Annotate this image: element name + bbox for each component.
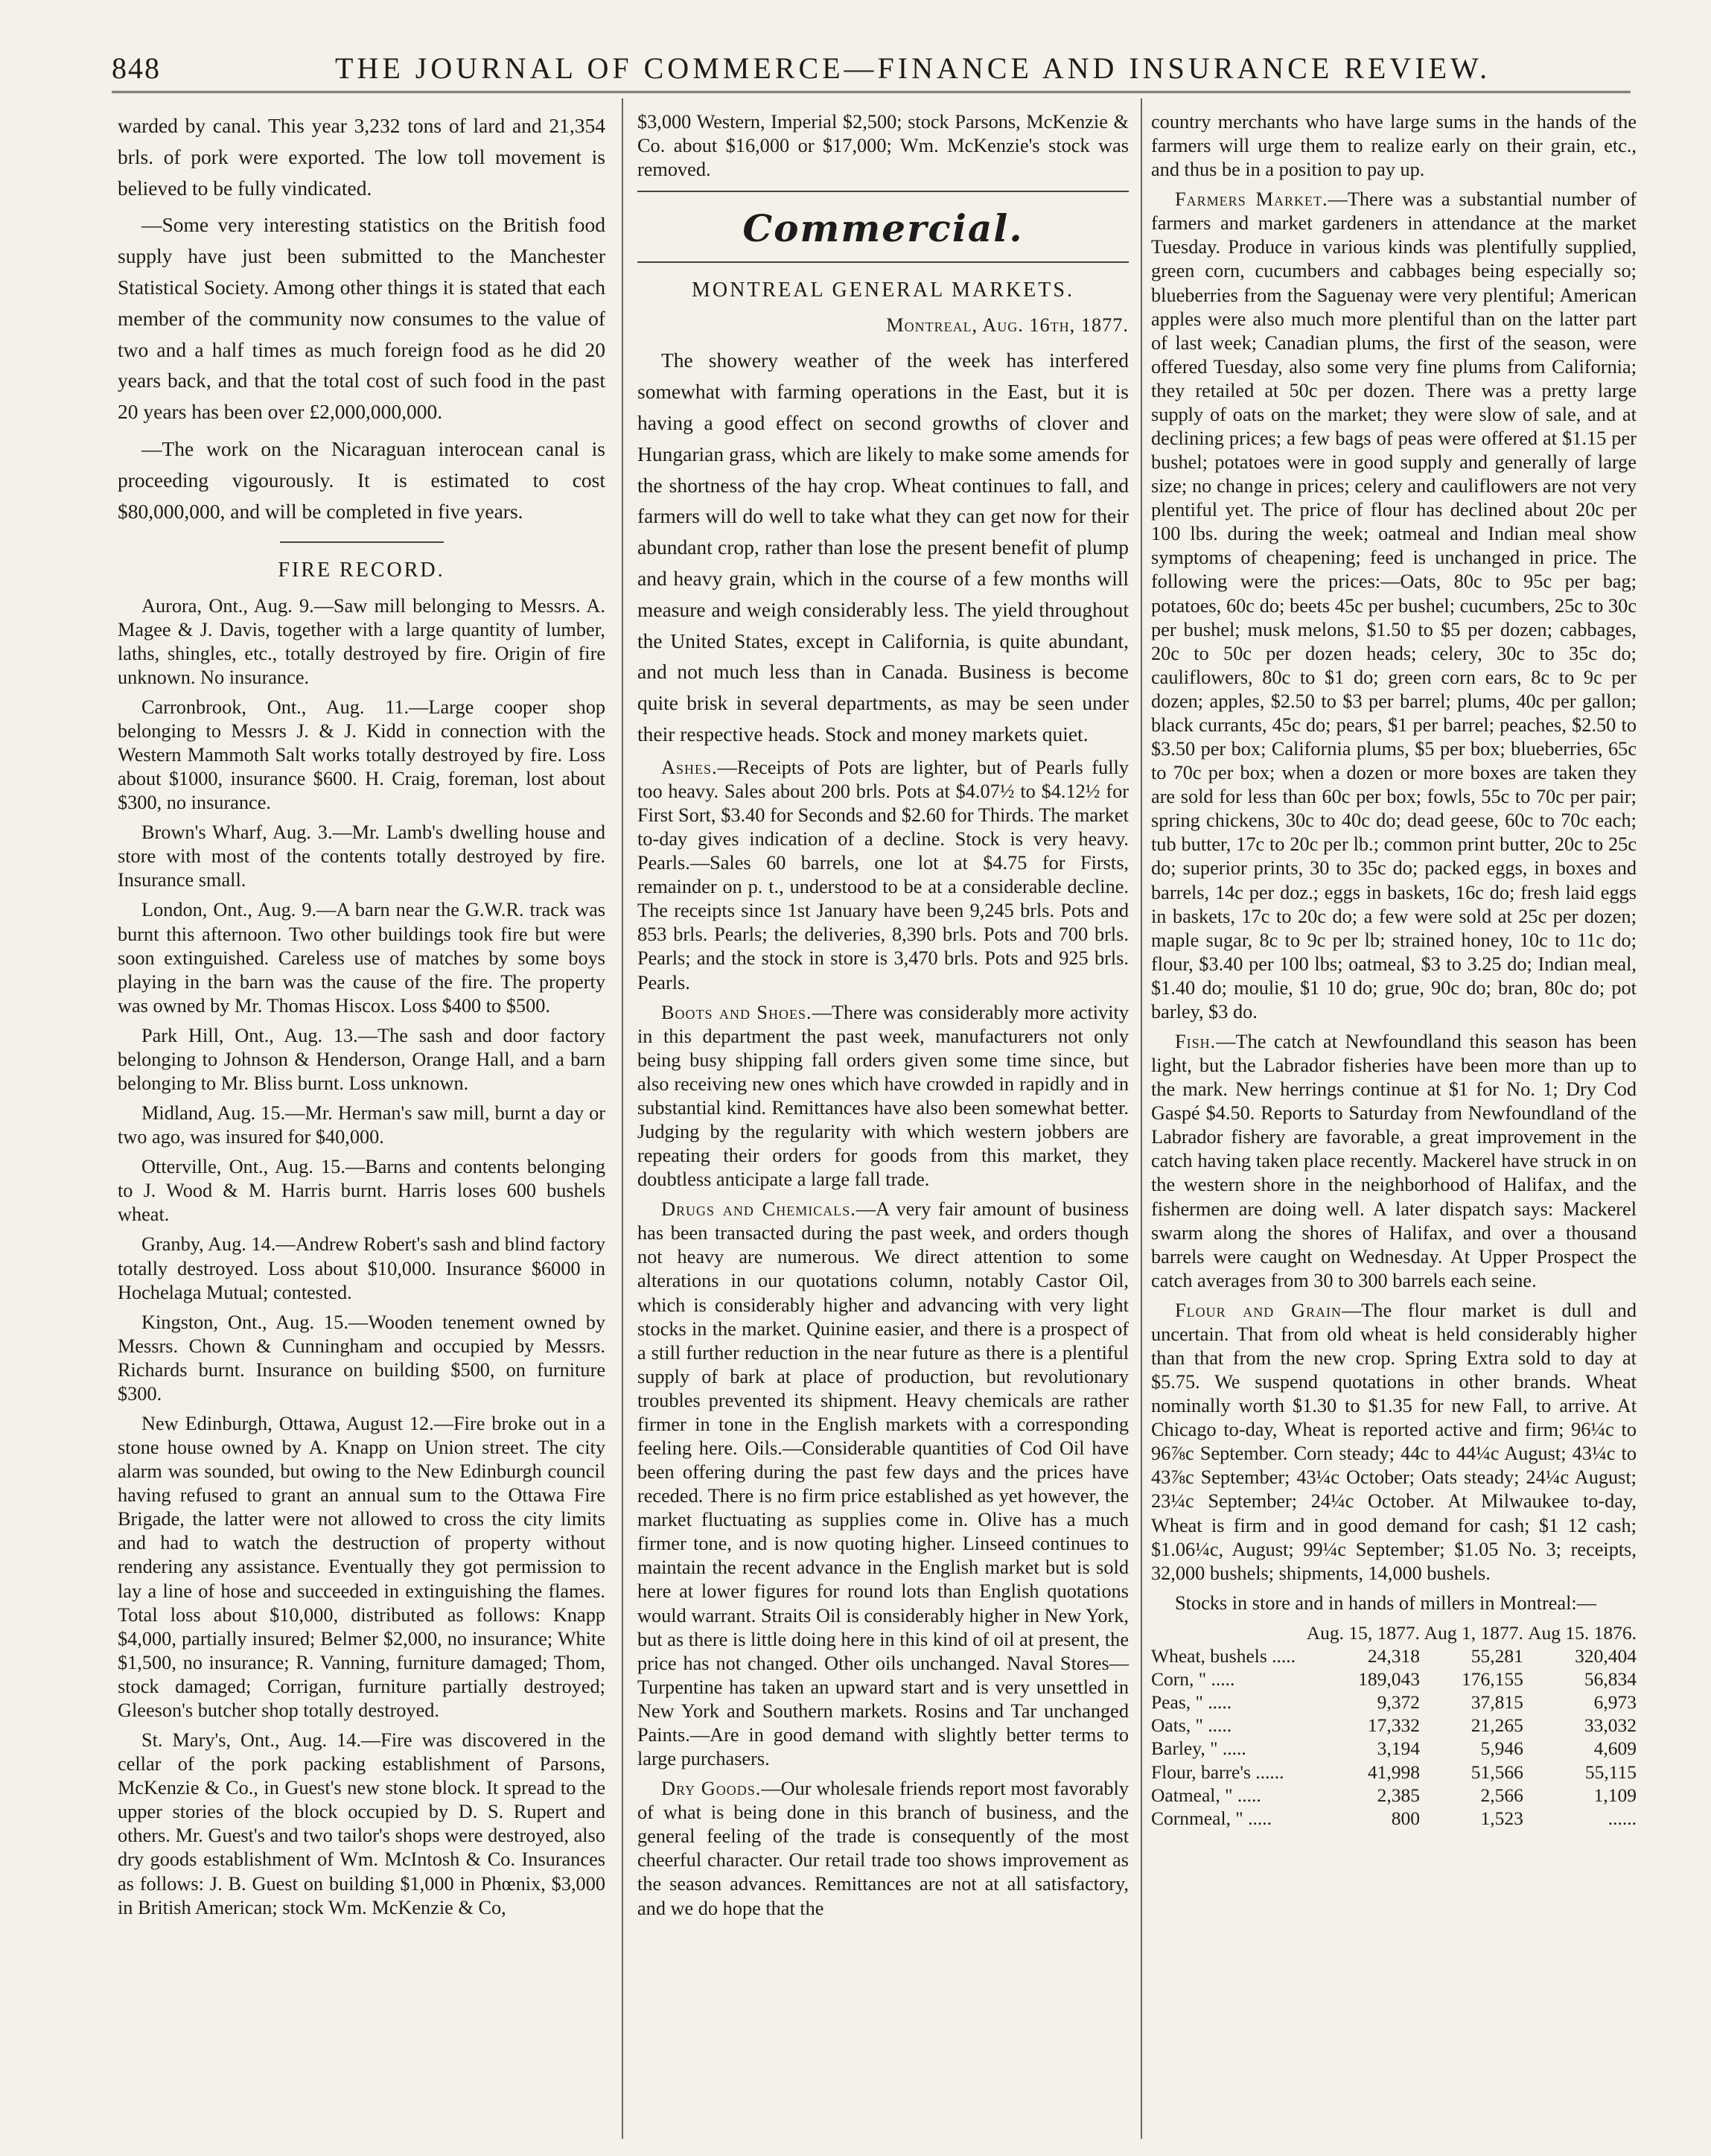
markets-heading: MONTREAL GENERAL MARKETS. <box>692 279 1074 302</box>
stocks-header-cell: Aug 1, 1877. <box>1424 1621 1523 1644</box>
boots-lead: Boots and Shoes. <box>661 1001 812 1023</box>
table-row <box>1151 1714 1637 1737</box>
stock-value: 176,155 <box>1461 1668 1523 1691</box>
fire-continuation: $3,000 Western, Imperial $2,500; stock Parsons, McKenzie & Co. about $16,000 or $17,000; Wm. McKenzie's stock was removed. <box>637 111 1129 181</box>
stock-value: 55,281 <box>1471 1644 1523 1667</box>
stock-value: 5,946 <box>1480 1737 1523 1760</box>
stock-value: 17,332 <box>1367 1714 1421 1737</box>
drugs-report <box>637 1198 1129 1771</box>
stock-value: 56,834 <box>1584 1668 1637 1691</box>
fire-item: Brown's Wharf, Aug. 3.—Mr. Lamb's dwelling house and store with most of the contents totally destroyed by fire. Insurance small. <box>118 821 605 891</box>
dry-goods-continuation: country merchants who have large sums in the hands of the farmers will urge them to realize early on their grain, etc., and thus be in a position to pay up. <box>1151 111 1637 181</box>
nicaragua-canal-paragraph: —The work on the Nicaraguan interocean canal is proceeding vigourously. It is estimated to cost $80,000,000, and will be completed in five years. <box>118 436 605 523</box>
lard-exports-paragraph: warded by canal. This year 3,232 tons of lard and 21,354 brls. of pork were exported. The low toll movement is believed to be fully vindicated. <box>118 114 605 200</box>
column-one <box>118 110 605 1926</box>
food-supply-paragraph: —Some very interesting statistics on the British food supply have just been submitted to the Manchester Statistical Society. Among other things it is stated that each member of the community now consumes to the value of two and a half times as much foreign food as he did 20 years back, and that the total cost of such food in the past 20 years has been over £2,000,000,000. <box>118 213 605 424</box>
stock-value: 1,109 <box>1593 1784 1637 1806</box>
page-number: 848 <box>112 51 161 85</box>
stocks-header-row <box>1151 1621 1637 1644</box>
stock-value: 320,404 <box>1575 1644 1637 1667</box>
stock-value: 2,566 <box>1480 1784 1523 1806</box>
commodity-label: Barley, " ..... <box>1151 1737 1246 1760</box>
stock-value: 41,998 <box>1367 1761 1421 1783</box>
stock-value: 1,523 <box>1480 1807 1523 1829</box>
stock-value: 37,815 <box>1471 1691 1523 1714</box>
table-row <box>1151 1737 1637 1760</box>
fish-text: —The catch at Newfoundland this season has been light, but the Labrador fisheries have been more than up to the mark. New herrings continue at $1 for No. 1; Dry Cod Gaspé $4.50. Reports to Saturday from Newfoundland of the Labrador fishery are favorable, a great improvement in the catch having taken place recently. Mackerel have struck in on the western shore in the neighborhood of Halifax, and the fishermen are doing well. A later dispatch says: Mackerel swarm along the shores of Halifax, and over a thousand barrels were caught on Wednesday. At Upper Prospect the catch averages from 30 to 300 barrels each seine. <box>1151 1030 1637 1291</box>
table-row <box>1151 1691 1637 1714</box>
boots-report <box>637 1001 1129 1192</box>
column-rule <box>622 98 623 2139</box>
stock-value: 21,265 <box>1471 1714 1523 1737</box>
commodity-label: Cornmeal, " ..... <box>1151 1807 1272 1829</box>
column-two <box>637 110 1129 1927</box>
farmers-market-report <box>1151 188 1637 1024</box>
section-divider <box>637 261 1129 263</box>
fire-item: Granby, Aug. 14.—Andrew Robert's sash and blind factory totally destroyed. Loss about $10,000. Insurance $6000 in Hochelaga Mutual; contested. <box>118 1233 605 1303</box>
drugs-text: —A very fair amount of business has been transacted during the past week, and orders though not heavy are numerous. We direct attention to some alterations in our quotations column, notably Castor Oil, which is considerably higher and advancing with very light stocks in the market. Quinine easier, and there is a prospect of a still further reduction in the near future as there is a plentiful supply of bark at place of production, but revolutionary troubles prevented its shipment. Heavy chemicals are rather firmer in tone in the English markets with a corresponding feeling here. Oils.—Considerable quantities of Cod Oil have been offering during the past few days and the prices have receded. There is no firm price established as yet however, the market fluctuating as supplies come in. Olive has a much firmer tone, and is now quoting higher. Linseed continues to maintain the recent advance in the English market but is sold here at lower figures for round lots than English quotations would warrant. Straits Oil is considerably higher in New York, but as there is little doing here in this kind of oil at present, the price has not changed. Other oils unchanged. Naval Stores—Turpentine has taken an upward start and is very unsettled in New York and Southern markets. Rosins and Tar unchanged Paints.—Are in good demand with slightly better terms to large purchasers. <box>637 1198 1129 1770</box>
drugs-lead: Drugs and Chemicals. <box>661 1198 856 1221</box>
stocks-body <box>1151 1644 1637 1830</box>
fire-item: Otterville, Ont., Aug. 15.—Barns and contents belonging to J. Wood & M. Harris burnt. Harris loses 600 bushels wheat. <box>118 1156 605 1226</box>
stock-value: 9,372 <box>1377 1691 1421 1714</box>
table-row <box>1151 1784 1637 1807</box>
section-divider <box>637 191 1129 192</box>
fire-item: Midland, Aug. 15.—Mr. Herman's saw mill, burnt a day or two ago, was insured for $40,000. <box>118 1102 605 1148</box>
column-three <box>1151 110 1637 1830</box>
dry-goods-lead: Dry Goods. <box>661 1778 762 1800</box>
dry-goods-report <box>637 1777 1129 1920</box>
boots-text: —There was considerably more activity in this department the past week, manufacturers not only being busy shipping fall orders given some time since, but also receiving new ones which have crowded in rapidly and in substantial kind. Remittances have also been somewhat better. Judging by the regularity with which western jobbers are repeating their orders for goods from this market, they doubtless anticipate a large fall trade. <box>637 1001 1129 1191</box>
fire-item: Carronbrook, Ont., Aug. 11.—Large cooper shop belonging to Messrs J. & J. Kidd in connection with the Western Mammoth Salt works totally destroyed by fire. Loss about $1000, insurance $600. H. Craig, foreman, lost about $300, no insurance. <box>118 696 605 814</box>
table-row <box>1151 1644 1637 1667</box>
stock-value: 3,194 <box>1377 1737 1421 1760</box>
fire-item: Kingston, Ont., Aug. 15.—Wooden tenement owned by Messrs. Chown & Cunningham and occupied by Messrs. Richards burnt. Insurance on building $500, on furniture $300. <box>118 1311 605 1405</box>
running-title: THE JOURNAL OF COMMERCE—FINANCE AND INSURANCE REVIEW. <box>335 51 1491 85</box>
commercial-section-title: Commercial. <box>742 206 1024 251</box>
commodity-label: Corn, " ..... <box>1151 1668 1235 1691</box>
fish-report <box>1151 1030 1637 1293</box>
dateline: Montreal, Aug. 16th, 1877. <box>886 314 1129 337</box>
commodity-label: Peas, " ..... <box>1151 1691 1232 1714</box>
stock-value: 4,609 <box>1593 1737 1637 1760</box>
flour-lead: Flour and Grain <box>1175 1299 1342 1321</box>
stock-value: 189,043 <box>1358 1668 1421 1691</box>
fish-lead: Fish. <box>1175 1030 1217 1052</box>
fire-item: Aurora, Ont., Aug. 9.—Saw mill belonging to Messrs. A. Magee & J. Davis, together with a large quantity of lumber, laths, shingles, etc., totally destroyed by fire. Origin of fire unknown. No insurance. <box>118 594 605 688</box>
fire-item: New Edinburgh, Ottawa, August 12.—Fire broke out in a stone house owned by A. Knapp on Union street. The city alarm was sounded, but owing to the New Edinburgh council having refused to grant an annual sum to the Ottawa Fire Brigade, the latter were not allowed to cross the city limits and had to watch the destruction of property without rendering any assistance. Eventually they got permission to lay a line of hose and succeeded in extinguishing the flames. Total loss about $10,000, distributed as follows: Knapp $4,000, partially insured; Belmer $2,000, no insurance; White $1,500, no insurance; R. Vanning, furniture damaged; Thom, stock damaged; Corrigan, furniture partially destroyed; Gleeson's butcher shop totally destroyed. <box>118 1413 605 1721</box>
flour-grain-report <box>1151 1299 1637 1586</box>
column-rule <box>1141 98 1142 2139</box>
stock-value: 55,115 <box>1584 1761 1637 1783</box>
farmers-text: —There was a substantial number of farmers and market gardeners in attendance at the market Tuesday. Produce in various kinds was plentifully supplied, green corn, cucumbers and cabbages being especially so; blueberries from the Saguenay were very plentiful; American apples were also much more plentiful than on the latter part of last week; Canadian plums, the first of the season, were offered Tuesday, also some very fine plums from California; they retailed at 50c per dozen. There was a pretty large supply of oats on the market; they were slow of sale, and at declining prices; a few bags of peas were offered at $1.15 per bushel; potatoes were in good supply and generally of large size; no change in prices; celery and cauliflowers are not very plentiful yet. The price of flour has declined about 20c per 100 lbs. during the week; oatmeal and Indian meal show symptoms of cheapening; feed is unchanged in price. The following were the prices:—Oats, 80c to 95c per bag; potatoes, 60c do; beets 45c per bushel; cucumbers, 25c to 30c per bushel; musk melons, $1.50 to $5 per dozen; cabbages, 20c to 50c per dozen heads; celery, 30c to 35c do; cauliflowers, 80c to $1 do; green corn ears, 8c to 9c per dozen; apples, $2.50 to $3 per barrel; plums, 40c per gallon; black currants, 45c do; pears, $1 per barrel; peaches, $2.50 to $3.50 per box; California plums, $5 per box; blueberries, 65c to 70c per box; when a dozen or more boxes are taken they are sold for less than 60c per box; fowls, 55c to 70c per pair; spring chickens, 30c to 40c do; dead geese, 60c to 70c each; tub butter, 17c to 20c per lb.; common print butter, 20c to 25c do; superior prints, 30 to 35c do; packed eggs, in boxes and barrels, 14c per doz.; eggs in baskets, 16c do; fresh laid eggs in baskets, 17c to 20c do; a few were sold at 25c per dozen; maple sugar, 8c to 9c per lb; strained honey, 10c to 11c do; flour, $3.40 per 100 lbs; oatmeal, $3 to 3.25 do; Indian meal, $1.40 do; moulie, $1 10 do; grue, 90c do; bran, 80c do; pot barley, $3 do. <box>1151 188 1637 1023</box>
table-row <box>1151 1761 1637 1784</box>
section-divider <box>280 541 444 543</box>
commodity-label: Wheat, bushels ..... <box>1151 1644 1296 1667</box>
commodity-label: Oatmeal, " ..... <box>1151 1784 1261 1806</box>
fire-record-heading: FIRE RECORD. <box>278 559 445 582</box>
fire-item: St. Mary's, Ont., Aug. 14.—Fire was discovered in the cellar of the pork packing establishment of Parsons, McKenzie & Co., in Guest's new stone block. It spread to the upper stories of the block occupied by D. S. Rupert and others. Mr. Guest's and two tailor's shops were destroyed, also dry goods establishment of Wm. McIntosh & Co. Insurances as follows: J. B. Guest on building $1,000 in Phœnix, $3,000 in British American; stock Wm. McKenzie & Co, <box>118 1729 605 1918</box>
stocks-table <box>1151 1621 1637 1830</box>
stocks-header-cell <box>1151 1621 1301 1644</box>
stock-value: 800 <box>1391 1807 1421 1829</box>
stocks-header-cell: Aug 15. 1876. <box>1528 1621 1637 1644</box>
stocks-header-cell: Aug. 15, 1877. <box>1306 1621 1421 1644</box>
table-row <box>1151 1667 1637 1691</box>
ashes-report <box>637 756 1129 995</box>
fire-item: Park Hill, Ont., Aug. 13.—The sash and door factory belonging to Johnson & Henderson, Orange Hall, and a barn belonging to Mr. Bliss burnt. Loss unknown. <box>118 1024 605 1094</box>
commodity-label: Flour, barre's ...... <box>1151 1761 1284 1783</box>
header-rule <box>112 91 1631 93</box>
stocks-intro: Stocks in store and in hands of millers in Montreal:— <box>1175 1591 1597 1614</box>
commodity-label: Oats, " ..... <box>1151 1714 1232 1737</box>
flour-text: —The flour market is dull and uncertain. That from old wheat is held considerably higher than that from the new crop. Spring Extra sold to day at $5.75. We suspend quotations in other brands. Wheat nominally worth $1.30 to $1.35 for new Fall, to arrive. At Chicago to-day, Wheat is reported active and firm; 96¼c to 96⅞c September. Corn steady; 44c to 44¼c August; 43¼c to 43⅞c September; 43¼c October; Oats steady; 24¼c August; 23¼c September; 24¼c October. At Milwaukee to-day, Wheat is firm and in good demand for cash; $1 12 cash; $1.06¼c, August; 99¼c September; $1.05 No. 3; receipts, 32,000 bushels; shipments, 14,000 bushels. <box>1151 1299 1637 1584</box>
dry-goods-text: —Our wholesale friends report most favorably of what is being done in this branch of business, and the general feeling of the trade is consequently of the most cheerful character. Our retail trade too shows improvement as the season advances. Remittances are not at all satisfactory, and we do hope that the <box>637 1778 1129 1919</box>
fire-item: London, Ont., Aug. 9.—A barn near the G.W.R. track was burnt this afternoon. Two other buildings took fire but were soon extinguished. Careless use of matches by some boys playing in the barn was the cause of the fire. The property was owned by Mr. Thomas Hiscox. Loss $400 to $500. <box>118 899 605 1017</box>
markets-intro: The showery weather of the week has interfered somewhat with farming operations in the East, but it is having a good effect on second growths of clover and Hungarian grass, which are likely to make some amends for the shortness of the hay crop. Wheat continues to fall, and farmers will do well to take what they can get now for their abundant crop, rather than lose the present benefit of plump and heavy grain, which in the course of a few months will measure and weigh considerably less. The yield throughout the United States, except in California, is quite abundant, and not much less than in Canada. Business is become quite brisk in several departments, as may be seen under their respective heads. Stock and money markets quiet. <box>637 349 1129 746</box>
stock-value: 6,973 <box>1593 1691 1637 1714</box>
stock-value: ...... <box>1608 1807 1637 1829</box>
stock-value: 51,566 <box>1471 1761 1523 1783</box>
stock-value: 24,318 <box>1367 1644 1421 1667</box>
ashes-text: —Receipts of Pots are lighter, but of Pearls fully too heavy. Sales about 200 brls. Pots at $4.07½ to $4.12½ for First Sort, $3.40 for Seconds and $2.60 for Thirds. The market to-day gives indication of a decline. Stock is very heavy. Pearls.—Sales 60 barrels, one lot at $4.75 for Firsts, remainder on p. t., understood to be at a considerable decline. The receipts since 1st January have been 9,245 brls. Pots and 853 brls. Pearls; the deliveries, 8,390 brls. Pots and 700 brls. Pearls; and the stock in store is 3,470 brls. Pots and 925 brls. Pearls. <box>637 756 1129 993</box>
table-row <box>1151 1807 1637 1830</box>
stock-value: 33,032 <box>1584 1714 1637 1737</box>
stock-value: 2,385 <box>1377 1784 1421 1806</box>
ashes-lead: Ashes. <box>661 756 718 778</box>
farmers-lead: Farmers Market. <box>1175 188 1328 211</box>
masthead <box>112 45 1631 89</box>
